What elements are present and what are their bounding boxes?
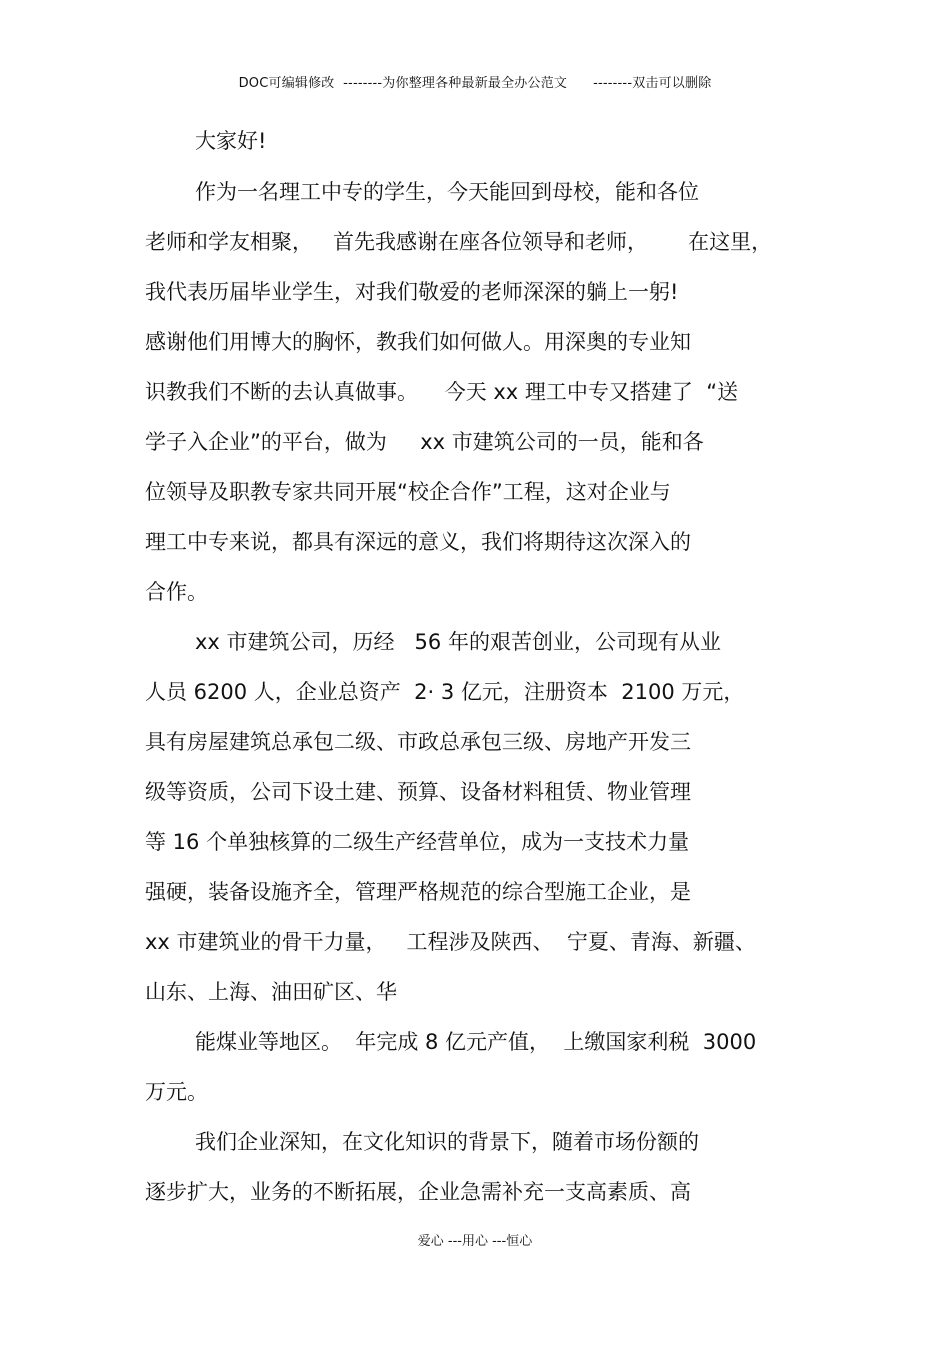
paragraph-line: 作为一名理工中专的学生，今天能回到母校，能和各位 [195,180,699,204]
paragraph-line: 位领导及职教专家共同开展“校企合作”工程，这对企业与 [145,480,671,504]
paragraph-line: 等 16 个单独核算的二级生产经营单位，成为一支技术力量 [145,830,690,854]
paragraph-line: 人员 6200 人，企业总资产 2· 3 亿元，注册资本 2100 万元， [145,680,745,704]
paragraph-line: 感谢他们用博大的胸怀，教我们如何做人。用深奥的专业知 [145,330,691,354]
paragraph-line: 山东、上海、油田矿区、华 [145,980,397,1004]
paragraph-line: 万元。 [145,1080,208,1104]
paragraph-line: 逐步扩大，业务的不断拓展，企业急需补充一支高素质、高 [145,1180,691,1204]
paragraph-line: 理工中专来说，都具有深远的意义，我们将期待这次深入的 [145,530,691,554]
page-header: DOC可编辑修改 --------为你整理各种最新最全办公范文 --------双击可以删除 [238,76,712,91]
paragraph-line: 能煤业等地区。 年完成 8 亿元产值， 上缴国家利税 3000 [195,1030,757,1054]
paragraph-line: xx 市建筑公司，历经 56 年的艰苦创业，公司现有从业 [195,630,721,654]
paragraph-line: 大家好! [195,129,267,153]
paragraph-line: 我代表历届毕业学生，对我们敬爱的老师深深的躺上一躬! [145,280,679,304]
paragraph-line: 级等资质，公司下设土建、预算、设备材料租赁、物业管理 [145,780,691,804]
paragraph-line: 具有房屋建筑总承包二级、市政总承包三级、房地产开发三 [145,730,691,754]
paragraph-line: 我们企业深知，在文化知识的背景下，随着市场份额的 [195,1130,699,1154]
paragraph-line: 合作。 [145,580,208,604]
paragraph-line: 识教我们不断的去认真做事。 今天 xx 理工中专又搭建了 “送 [145,380,739,404]
page-footer: 爱心 ---用心 ---恒心 [417,1234,533,1249]
paragraph-line: 学子入企业”的平台，做为 xx 市建筑公司的一员，能和各 [145,430,704,454]
paragraph-line: xx 市建筑业的骨干力量， 工程涉及陕西、 宁夏、青海、新疆、 [145,930,756,954]
paragraph-line: 强硬，装备设施齐全，管理严格规范的综合型施工企业，是 [145,880,691,904]
paragraph-line: 老师和学友相聚， 首先我感谢在座各位领导和老师， 在这里， [145,230,773,254]
